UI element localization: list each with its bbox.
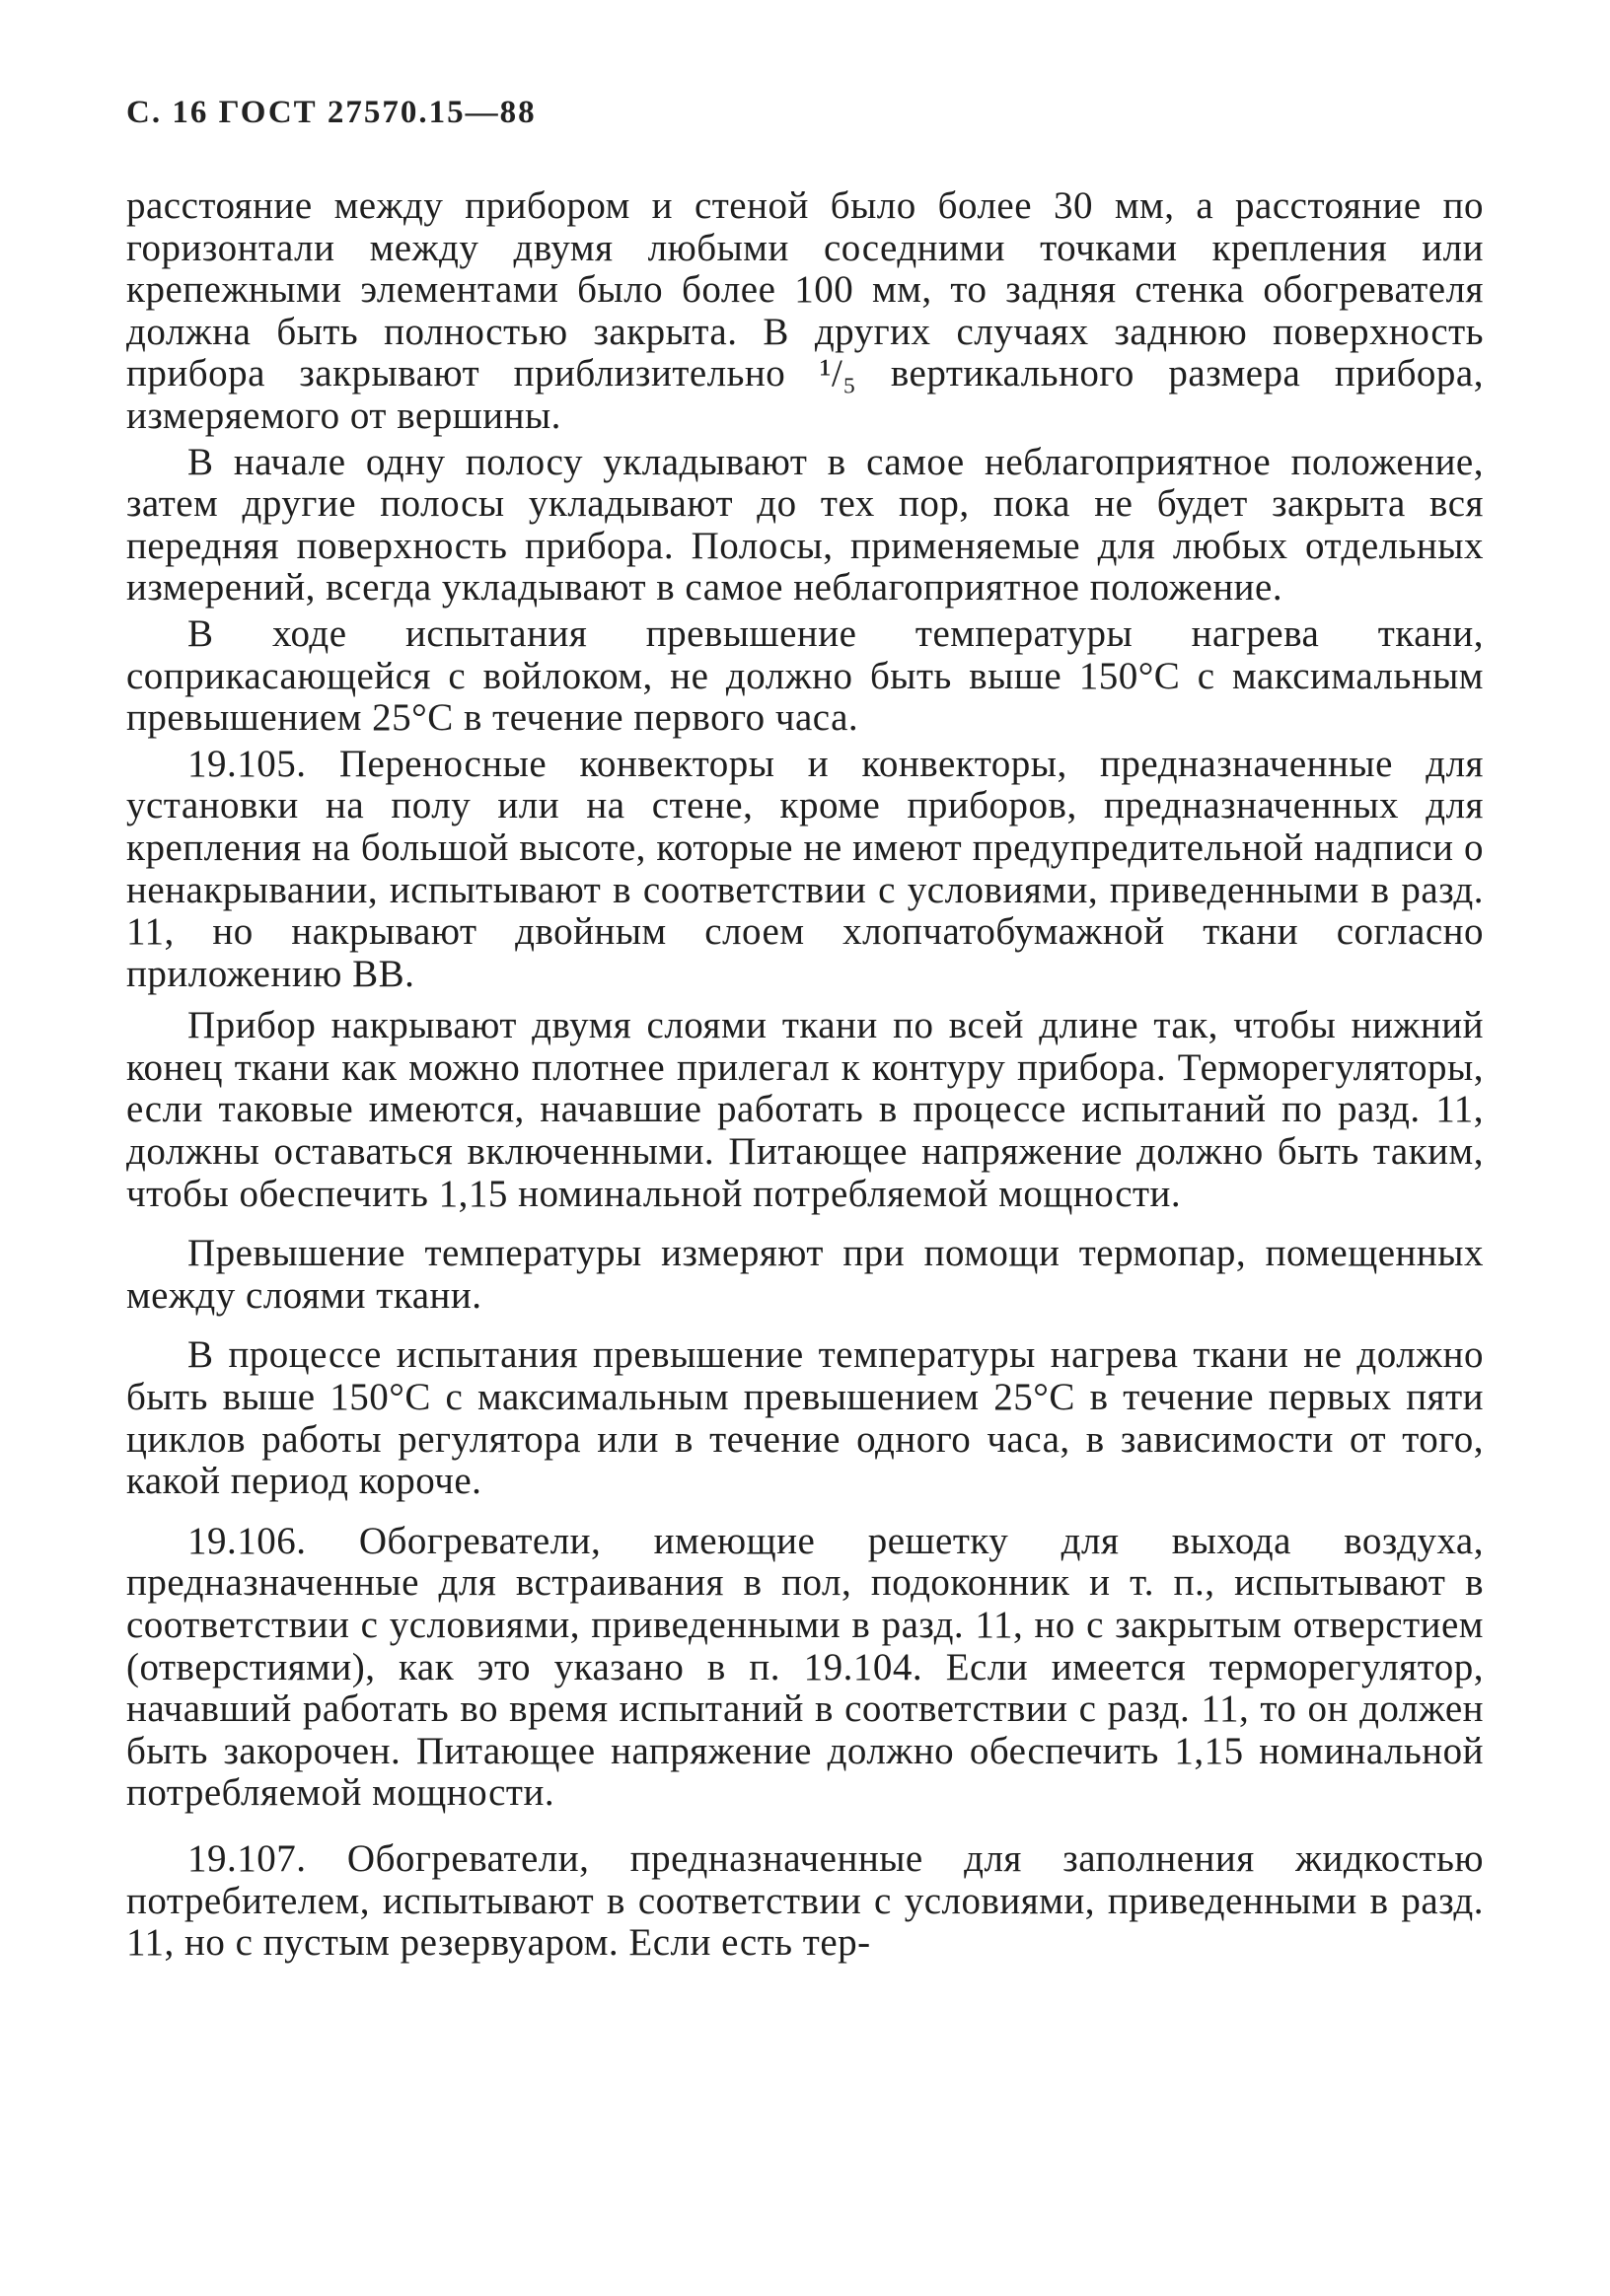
paragraph-19-105: 19.105. Переносные конвекторы и конвекторы, предназначенные для установки на полу или на стене, кроме приборов, предназначенных для крепления на большой высоте, которые не имеют предупредительной надписи о ненакрывании, испытывают в соответствии с условиями, приведенными в разд. 11, но накрывают двойным слоем хлопчатобумажной ткани согласно приложению ВВ. (126, 742, 1484, 995)
paragraph-thermocouples: Превышение температуры измеряют при помощи термопар, помещенных между слоями ткани. (126, 1232, 1484, 1317)
paragraph-strip-placement: В начале одну полосу укладывают в самое неблагоприятное положение, затем другие полосы укладывают до тех пор, пока не будет закрыта вся передняя поверхность прибора. Полосы, применяемые для любых отдельных измерений, всегда укладывают в самое неблагоприятное положение. (126, 440, 1484, 610)
paragraph-19-106: 19.106. Обогреватели, имеющие решетку для выхода воздуха, предназначенные для встраивания в пол, подоконник и т. п., испытывают в соответствии с условиями, приведенными в разд. 11, но с закрытым отверстием (отверстиями), как это указано в п. 19.104. Если имеется терморегулятор, начавший работать во время испытаний в соответствии с разд. 11, то он должен быть закорочен. Питающее напряжение должно обеспечить 1,15 номинальной потребляемой мощности. (126, 1519, 1484, 1815)
paragraph-felt-temperature: В ходе испытания превышение температуры нагрева ткани, соприкасающейся с войлоком, не должно быть выше 150°С с максимальным превышением 25°С в течение первого часа. (126, 611, 1484, 740)
document-body (126, 185, 1484, 1965)
paragraph-cloth-temperature: В процессе испытания превышение температуры нагрева ткани не должно быть выше 150°С с максимальным превышением 25°С в течение первых пяти циклов работы регулятора или в течение одного часа, в зависимости от того, какой период короче. (126, 1333, 1484, 1503)
paragraph-cloth-covering: Прибор накрывают двумя слоями ткани по всей длине так, чтобы нижний конец ткани как можно плотнее прилегал к контуру прибора. Терморегуляторы, если таковые имеются, начавшие работать в процессе испытаний по разд. 11, должны оставаться включенными. Питающее напряжение должно быть таким, чтобы обеспечить 1,15 номинальной потребляемой мощности. (126, 1004, 1484, 1215)
paragraph-continuation: расстояние между прибором и стеной было более 30 мм, а расстояние по горизонтали между двумя любыми соседними точками крепления или крепежными элементами было более 100 мм, то задняя стенка обогревателя должна быть полностью закрыта. В других случаях заднюю поверхность прибора закрывают приблизительно ¹/₅ вертикального размера прибора, измеряемого от вершины. (126, 184, 1484, 437)
page-header: С. 16 ГОСТ 27570.15—88 (126, 95, 537, 130)
paragraph-19-107: 19.107. Обогреватели, предназначенные для заполнения жидкостью потребителем, испытывают в соответствии с условиями, приведенными в разд. 11, но с пустым резервуаром. Если есть тер- (126, 1836, 1484, 1965)
